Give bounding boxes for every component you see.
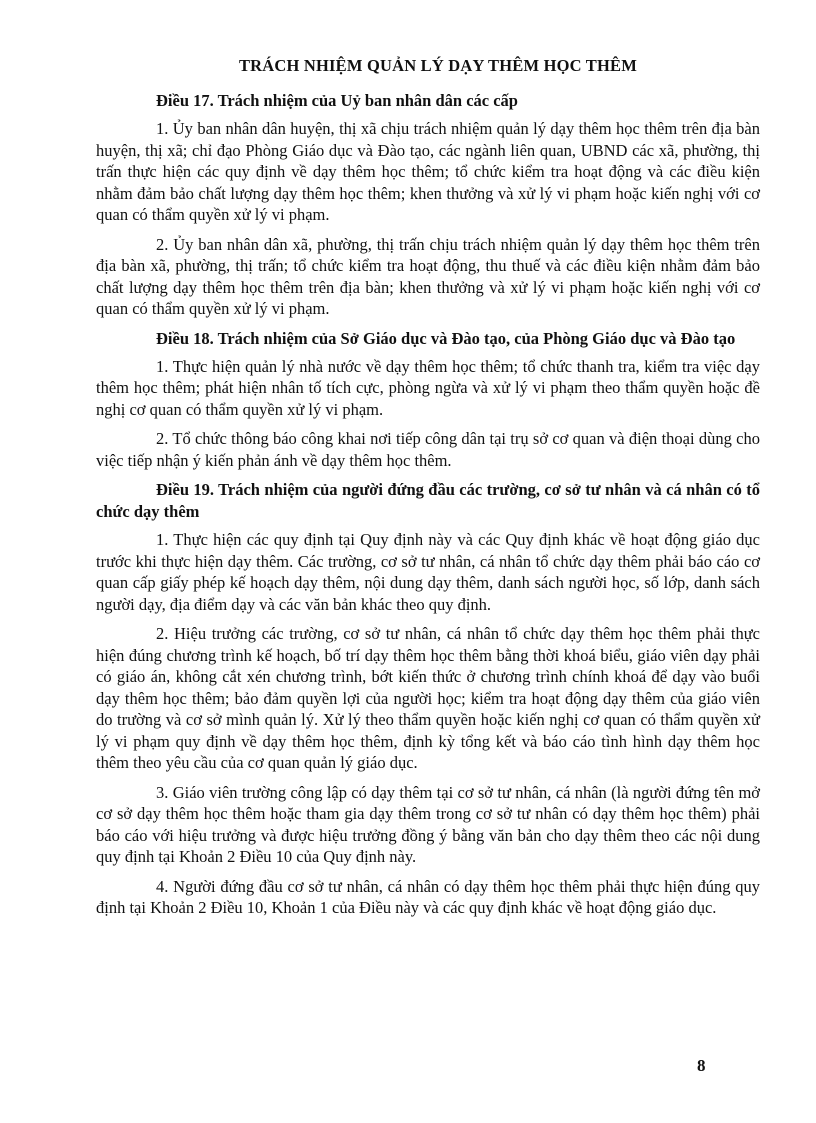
paragraph: 4. Người đứng đầu cơ sở tư nhân, cá nhân có dạy thêm học thêm phải thực hiện đúng quy định tại Khoản 2 Điều 10, Khoản 1 của Điều này và các quy định khác về hoạt động giáo dục. [96,876,760,917]
section-article-19 [96,479,760,919]
section-article-18 [96,328,760,472]
paragraph: 1. Ủy ban nhân dân huyện, thị xã chịu trách nhiệm quản lý dạy thêm học thêm trên địa bàn huyện, thị xã; chỉ đạo Phòng Giáo dục và Đào tạo, các ngành liên quan, UBND các xã, phường, thị trấn thực hiện các quy định về dạy thêm học thêm; tổ chức kiểm tra hoạt động và các điều kiện nhằm đảm bảo chất lượng dạy thêm học thêm; khen thưởng và xử lý vi phạm hoặc kiến nghị với cơ quan có thẩm quyền xử lý vi phạm. [96,119,760,224]
paragraph: 3. Giáo viên trường công lập có dạy thêm tại cơ sở tư nhân, cá nhân (là người đứng tên mở cơ sở dạy thêm học thêm hoặc tham gia dạy thêm trong cơ sở tư nhân có dạy thêm học thêm) phải báo cáo với hiệu trưởng và được hiệu trưởng đồng ý bằng văn bản cho dạy thêm theo các nội dung quy định tại Khoản 2 Điều 10 của Quy định này. [96,782,760,866]
paragraph: 2. Hiệu trưởng các trường, cơ sở tư nhân, cá nhân tổ chức dạy thêm học thêm phải thực hiện đúng chương trình kế hoạch, bố trí dạy thêm học thêm bằng thời khoá biểu, giáo viên dạy phải có giáo án, không cắt xén chương trình, bớt kiến thức ở chương trình chính khoá để dạy vào buổi dạy thêm học thêm; bảo đảm quyền lợi của người học; kiểm tra hoạt động dạy thêm của giáo viên do trường và cơ sở mình quản lý. Xử lý theo thẩm quyền hoặc kiến nghị cơ quan có thẩm quyền xử lý vi phạm quy định về dạy thêm học thêm, định kỳ tổng kết và báo cáo tình hình dạy thêm học thêm theo yêu cầu của cơ quan quản lý giáo dục. [96,624,760,772]
paragraph: 2. Ủy ban nhân dân xã, phường, thị trấn chịu trách nhiệm quản lý dạy thêm học thêm trên địa bàn xã, phường, thị trấn; tổ chức kiểm tra hoạt động, thu thuế và các điều kiện nhằm đảm bảo chất lượng dạy thêm học thêm trên địa bàn; khen thưởng và xử lý vi phạm hoặc kiến nghị với cơ quan có thẩm quyền xử lý vi phạm. [96,234,760,318]
article-heading: Điều 18. Trách nhiệm của Sở Giáo dục và Đào tạo, của Phòng Giáo dục và Đào tạo [156,328,736,348]
document-page [96,56,760,927]
article-heading: Điều 17. Trách nhiệm của Uỷ ban nhân dân các cấp [156,91,518,110]
paragraph: 1. Thực hiện các quy định tại Quy định này và các Quy định khác về hoạt động giáo dục trước khi thực hiện dạy thêm. Các trường, cơ sở tư nhân, cá nhân tổ chức dạy thêm phải báo cáo cơ quan cấp giấy phép kế hoạch dạy thêm, nội dung dạy thêm, danh sách người học, số lớp, danh sách người dạy, địa điểm dạy và các văn bản khác theo quy định. [96,530,760,614]
page-number: 8 [697,1056,706,1075]
paragraph: 1. Thực hiện quản lý nhà nước về dạy thêm học thêm; tổ chức thanh tra, kiểm tra việc dạy thêm học thêm; phát hiện nhân tố tích cực, phòng ngừa và xử lý vi phạm theo thẩm quyền hoặc đề nghị cơ quan có thẩm quyền xử lý vi phạm. [96,356,760,419]
paragraph: 2. Tổ chức thông báo công khai nơi tiếp công dân tại trụ sở cơ quan và điện thoại dùng cho việc tiếp nhận ý kiến phản ánh về dạy thêm học thêm. [96,429,760,470]
document-title: TRÁCH NHIỆM QUẢN LÝ DẠY THÊM HỌC THÊM [238,56,638,75]
article-heading: Điều 19. Trách nhiệm của người đứng đầu các trường, cơ sở tư nhân và cá nhân có tổ chức dạy thêm [96,480,760,521]
section-article-17 [96,90,760,320]
